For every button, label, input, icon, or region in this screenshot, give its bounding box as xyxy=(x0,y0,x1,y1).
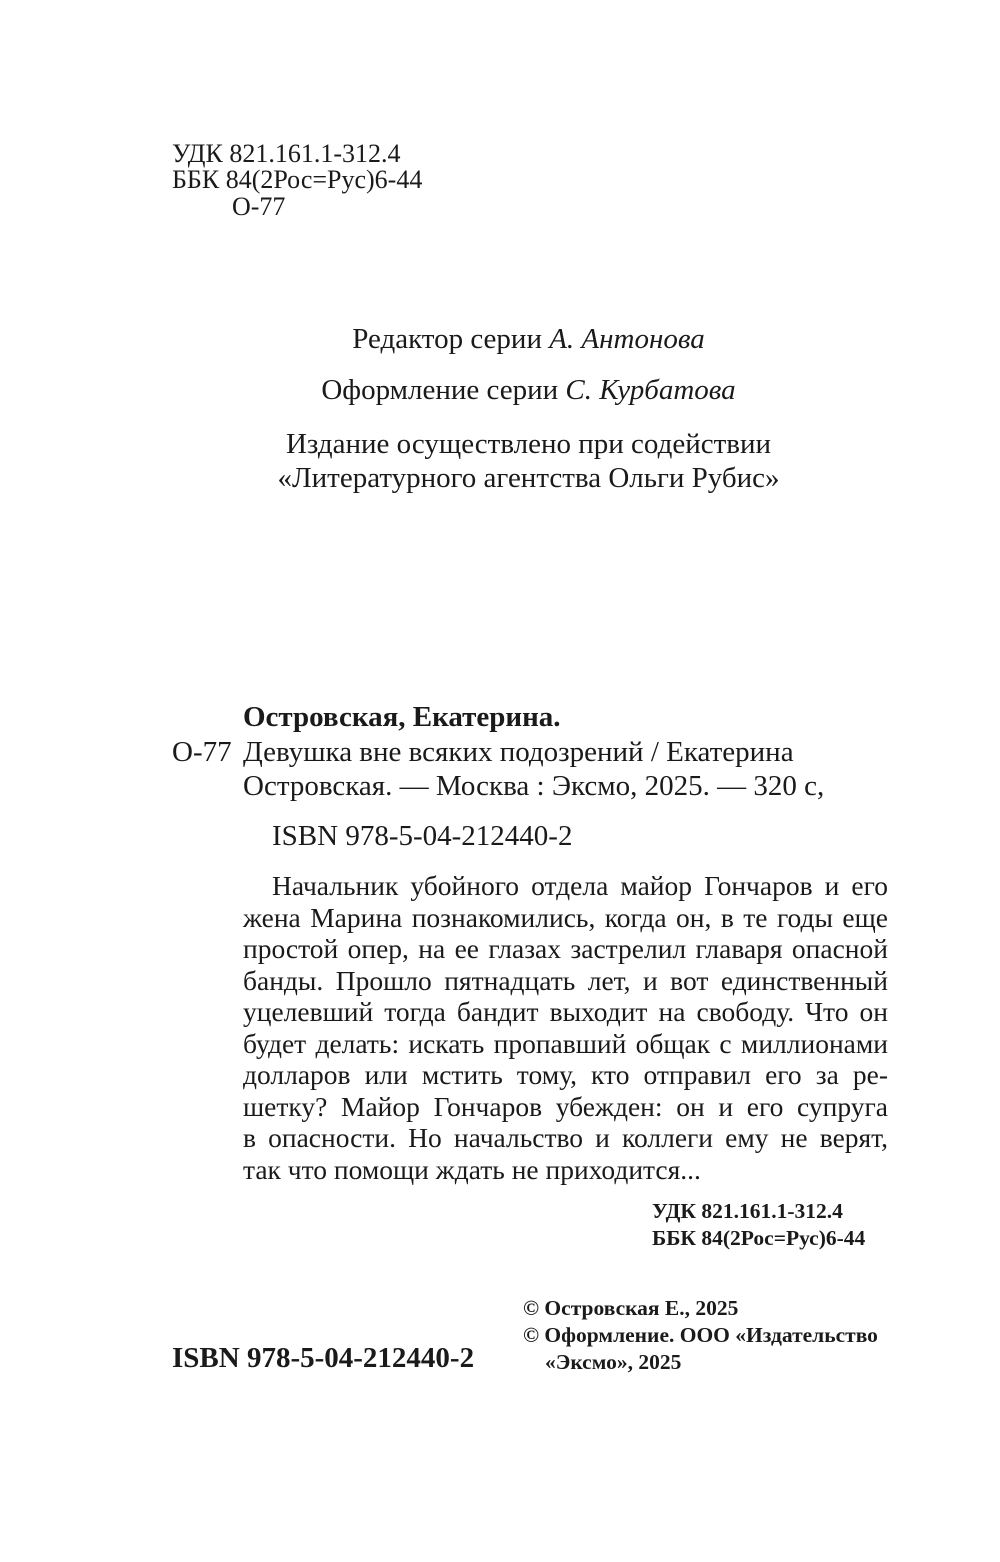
footer-isbn: ISBN 978-5-04-212440-2 xyxy=(172,1342,475,1374)
series-design-name: С. Курбатова xyxy=(565,374,736,406)
catalog-author-mark: О-77 xyxy=(172,736,232,768)
series-editor-line xyxy=(0,322,1000,356)
annotation-line: жена Марина познакомились, когда он, в те годы еще xyxy=(243,901,888,933)
author-heading: Островская, Екатерина. xyxy=(243,701,561,733)
annotation-line: простой опер, на ее глазах застрелил главаря опасной xyxy=(243,933,888,964)
copyright-design-line-1: © Оформление. ООО «Издательство xyxy=(523,1323,878,1347)
author-mark: О-77 xyxy=(232,192,286,221)
series-design-label: Оформление серии xyxy=(321,374,559,406)
series-editor-label: Редактор серии xyxy=(352,323,542,355)
annotation-line: Начальник убойного отдела майор Гончаров и его xyxy=(272,870,888,901)
catalog-isbn: ISBN 978-5-04-212440-2 xyxy=(272,820,573,852)
title-line-2: Островская. — Москва : Эксмо, 2025. — 320 с, xyxy=(243,770,825,802)
series-editor-name: А. Антонова xyxy=(549,323,705,355)
udk-code: УДК 821.161.1-312.4 xyxy=(172,139,401,168)
catalog-bbk: ББК 84(2Рос=Рус)6-44 xyxy=(652,1226,866,1250)
annotation-line: в опасности. Но начальство и коллеги ему не верят, xyxy=(243,1122,888,1153)
bbk-code: ББК 84(2Рос=Рус)6-44 xyxy=(172,165,423,194)
annotation-line: долларов или мстить тому, кто отправил его за ре- xyxy=(243,1059,888,1090)
copyright-design-line-2: «Эксмо», 2025 xyxy=(545,1350,682,1374)
annotation-line: банды. Прошло пятнадцать лет, и вот единственный xyxy=(243,964,888,996)
annotation-line: так что помощи ждать не приходится... xyxy=(243,1153,701,1185)
catalog-udk: УДК 821.161.1-312.4 xyxy=(652,1199,843,1223)
series-design-line xyxy=(0,373,1000,407)
title-line-1: Девушка вне всяких подозрений / Екатерина xyxy=(243,736,794,768)
support-line-2: «Литературного агентства Ольги Рубис» xyxy=(277,462,780,494)
copyright-author: © Островская Е., 2025 xyxy=(523,1296,739,1320)
annotation xyxy=(243,870,888,1185)
annotation-line: уцелевший тогда бандит выходит на свободу. Что он xyxy=(243,996,888,1027)
annotation-line: будет делать: искать пропавший общак с миллионами xyxy=(243,1027,888,1059)
support-line-1: Издание осуществлено при содействии xyxy=(285,428,771,460)
annotation-line: шетку? Майор Гончаров убежден: он и его супруга xyxy=(243,1090,888,1122)
